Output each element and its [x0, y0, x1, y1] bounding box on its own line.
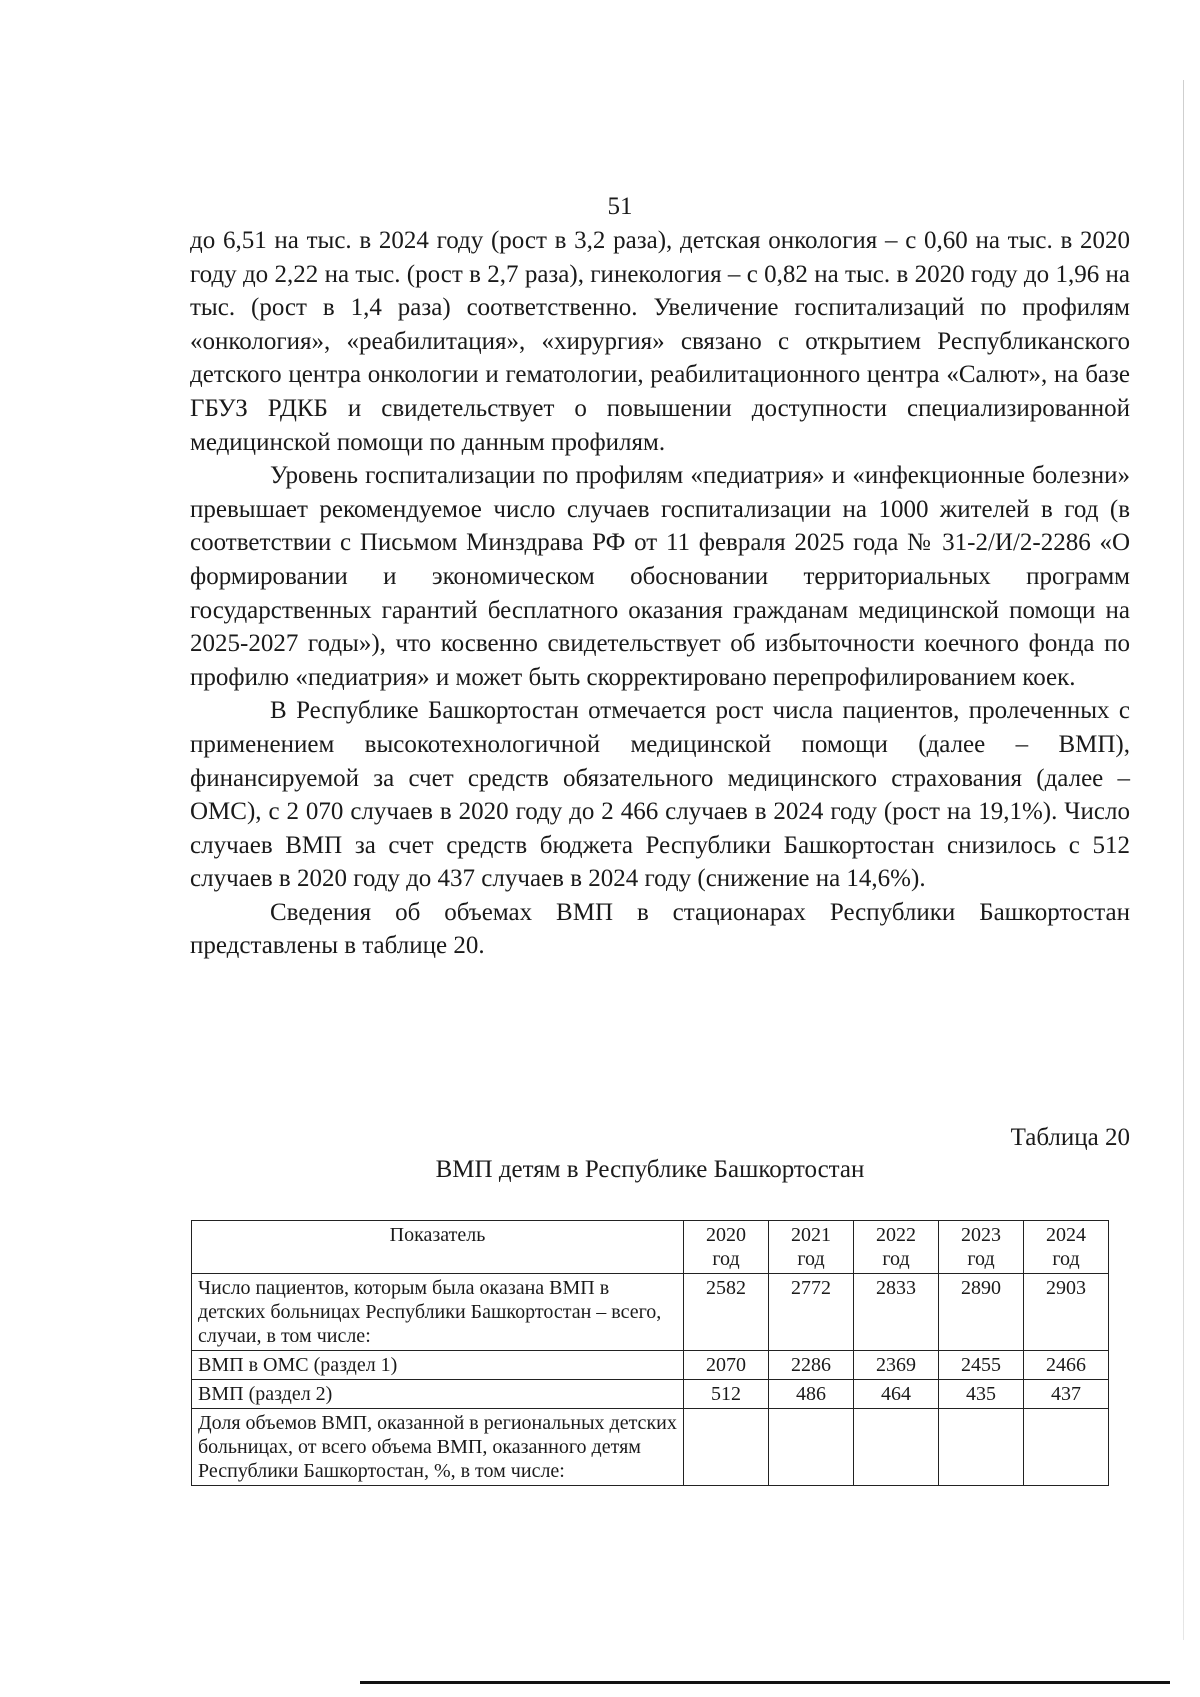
paragraph-table-reference: Сведения об объемах ВМП в стационарах Республики Башкортостан представлены в таблице 20.: [190, 898, 1130, 960]
table-header-row: [192, 1221, 1109, 1274]
row-value: 2903: [1024, 1274, 1109, 1351]
row-value: 2582: [684, 1274, 769, 1351]
scan-margin-line: [1183, 80, 1184, 1640]
row-value: [939, 1409, 1024, 1486]
row-label: ВМП (раздел 2): [192, 1380, 684, 1409]
row-value: [769, 1409, 854, 1486]
paragraph-vmp-growth: В Республике Башкортостан отмечается рост числа пациентов, пролеченных с применением высокотехнологичной медицинской помощи (далее – ВМП), финансируемой за счет средств обязательного медицинского страхования (далее – ОМС), с 2 070 случаев в 2020 году до 2 466 случаев в 2024 году (рост на 19,1%). Число случаев ВМП за счет средств бюджета Республики Башкортостан снизилось с 512 случаев в 2020 году до 437 случаев в 2024 году (снижение на 14,6%).: [190, 697, 1130, 893]
row-value: [1024, 1409, 1109, 1486]
header-year: 2021 год: [769, 1221, 854, 1274]
row-value: 464: [854, 1380, 939, 1409]
row-value: 437: [1024, 1380, 1109, 1409]
row-value: [684, 1409, 769, 1486]
row-value: 2070: [684, 1351, 769, 1380]
row-value: 2833: [854, 1274, 939, 1351]
row-value: 2466: [1024, 1351, 1109, 1380]
header-indicator: Показатель: [192, 1221, 684, 1274]
header-year: 2024 год: [1024, 1221, 1109, 1274]
row-value: 512: [684, 1380, 769, 1409]
table-title: ВМП детям в Республике Башкортостан: [435, 1156, 865, 1183]
table-row: [192, 1380, 1109, 1409]
row-value: 2286: [769, 1351, 854, 1380]
body-text: [190, 224, 1130, 963]
header-year: 2020 год: [684, 1221, 769, 1274]
row-label: Число пациентов, которым была оказана ВМП в детских больницах Республики Башкортостан – всего, случаи, в том числе:: [192, 1274, 684, 1351]
row-value: 2772: [769, 1274, 854, 1351]
row-label: ВМП в ОМС (раздел 1): [192, 1351, 684, 1380]
row-label: Доля объемов ВМП, оказанной в региональных детских больницах, от всего объема ВМП, оказанного детям Республики Башкортостан, %, в том числе:: [192, 1409, 684, 1486]
header-year: 2022 год: [854, 1221, 939, 1274]
row-value: 435: [939, 1380, 1024, 1409]
row-value: 486: [769, 1380, 854, 1409]
row-value: [854, 1409, 939, 1486]
paragraph-continuation: до 6,51 на тыс. в 2024 году (рост в 3,2 раза), детская онкология – с 0,60 на тыс. в 2020 году до 2,22 на тыс. (рост в 2,7 раза), гинекология – с 0,82 на тыс. в 2020 году до 1,96 на тыс. (рост в 1,4 раза) соответственно. Увеличение госпитализаций по профилям «онкология», «реабилитация», «хирургия» связано с открытием Республиканского детского центра онкологии и гематологии, реабилитационного центра «Салют», на базе ГБУЗ РДКБ и свидетельствует о повышении доступности специализированной медицинской помощи по данным профилям.: [190, 227, 1130, 456]
row-value: 2369: [854, 1351, 939, 1380]
paragraph-hospitalization-level: Уровень госпитализации по профилям «педиатрия» и «инфекционные болезни» превышает рекомендуемое число случаев госпитализации на 1000 жителей в год (в соответствии с Письмом Минздрава РФ от 11 февраля 2025 года № 31-2/И/2-2286 «О формировании и экономическом обосновании территориальных программ государственных гарантий бесплатного оказания гражданам медицинской помощи на 2025-2027 годы»), что косвенно свидетельствует об избыточности коечного фонда по профилю «педиатрия» и может быть скорректировано перепрофилированием коек.: [190, 462, 1130, 691]
table-row: [192, 1409, 1109, 1486]
scan-bottom-edge: [360, 1681, 1170, 1684]
table-row: [192, 1351, 1109, 1380]
table-caption: Таблица 20: [1010, 1124, 1130, 1151]
header-year: 2023 год: [939, 1221, 1024, 1274]
row-value: 2890: [939, 1274, 1024, 1351]
vmp-table: [191, 1220, 1109, 1486]
page-number: 51: [607, 193, 633, 220]
table-row: [192, 1274, 1109, 1351]
row-value: 2455: [939, 1351, 1024, 1380]
